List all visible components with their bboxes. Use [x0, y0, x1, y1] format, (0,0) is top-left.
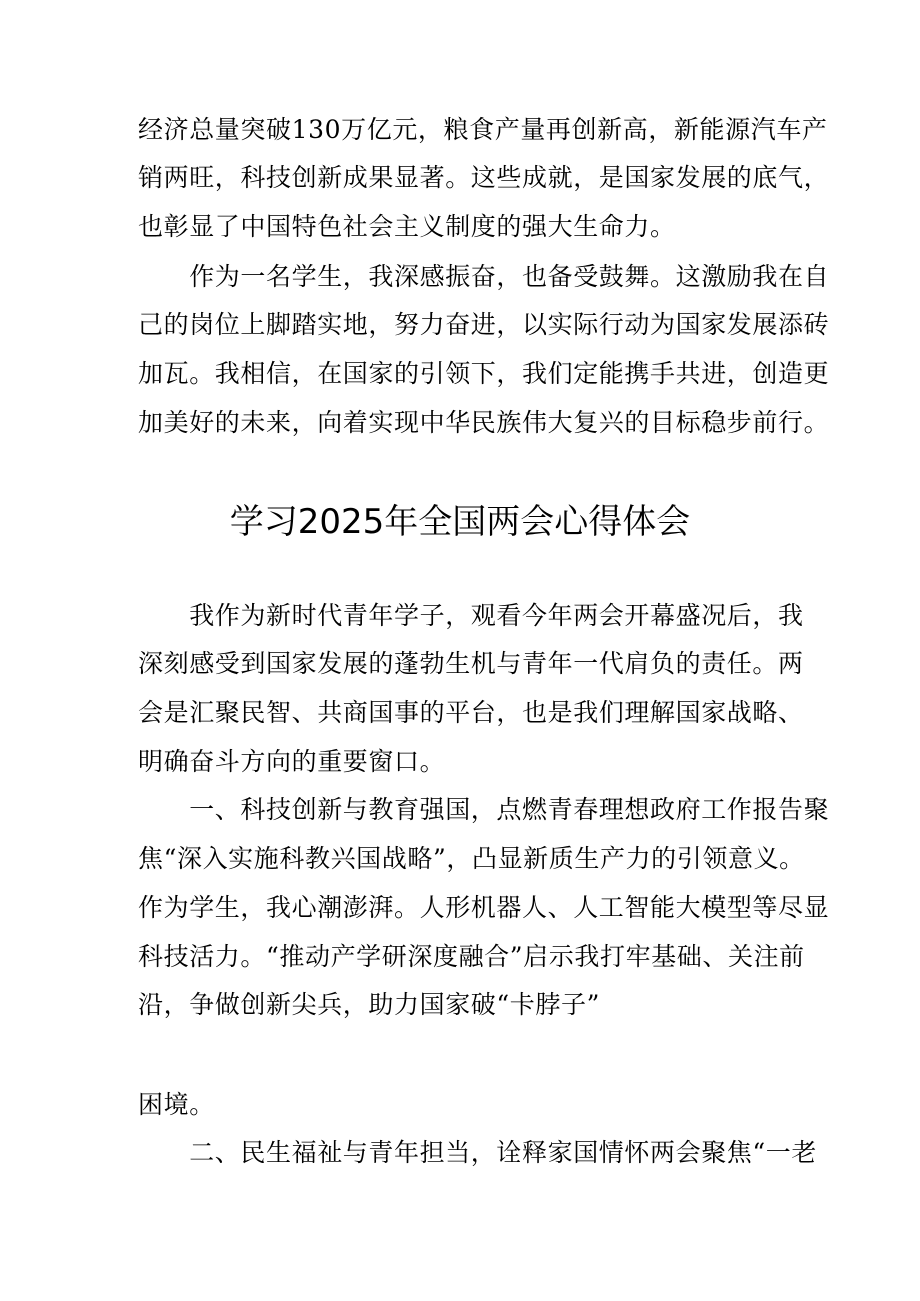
paragraph-line: 明确奋斗方向的重要窗口。 [138, 747, 446, 776]
paragraph-line: 二、民生福祉与青年担当，诠释家国情怀两会聚焦“一老 [138, 1138, 817, 1167]
paragraph-line: 一、科技创新与教育强国，点燃青春理想政府工作报告聚 [138, 795, 830, 824]
paragraph-line: 我作为新时代青年学子，观看今年两会开幕盛况后，我 [138, 601, 804, 630]
paragraph-line: 沿，争做创新尖兵，助力国家破“卡脖子” [138, 990, 600, 1019]
paragraph-line: 科技活力。“推动产学研深度融合”启示我打牢基础、关注前 [138, 942, 805, 971]
paragraph-line: 加美好的未来，向着实现中华民族伟大复兴的目标稳步前行。 [138, 408, 830, 437]
paragraph-line: 经济总量突破130万亿元，粮食产量再创新高，新能源汽车产 [138, 115, 828, 144]
paragraph-line: 作为学生，我心潮澎湃。人形机器人、人工智能大模型等尽显 [138, 893, 830, 922]
paragraph-line: 会是汇聚民智、共商国事的平台，也是我们理解国家战略、 [138, 698, 804, 727]
paragraph-line: 加瓦。我相信，在国家的引领下，我们定能携手共进，创造更 [138, 359, 830, 388]
paragraph-line: 焦“深入实施科教兴国战略”，凸显新质生产力的引领意义。 [138, 844, 805, 873]
document-title: 学习2025年全国两会心得体会 [229, 502, 691, 542]
paragraph-line: 深刻感受到国家发展的蓬勃生机与青年一代肩负的责任。两 [138, 649, 804, 678]
paragraph-line: 困境。 [138, 1090, 215, 1119]
paragraph-line: 己的岗位上脚踏实地，努力奋进，以实际行动为国家发展添砖 [138, 310, 830, 339]
paragraph-line: 销两旺，科技创新成果显著。这些成就，是国家发展的底气， [138, 163, 830, 192]
paragraph-line: 作为一名学生，我深感振奋，也备受鼓舞。这激励我在自 [138, 262, 830, 291]
paragraph-line: 也彰显了中国特色社会主义制度的强大生命力。 [138, 212, 676, 241]
